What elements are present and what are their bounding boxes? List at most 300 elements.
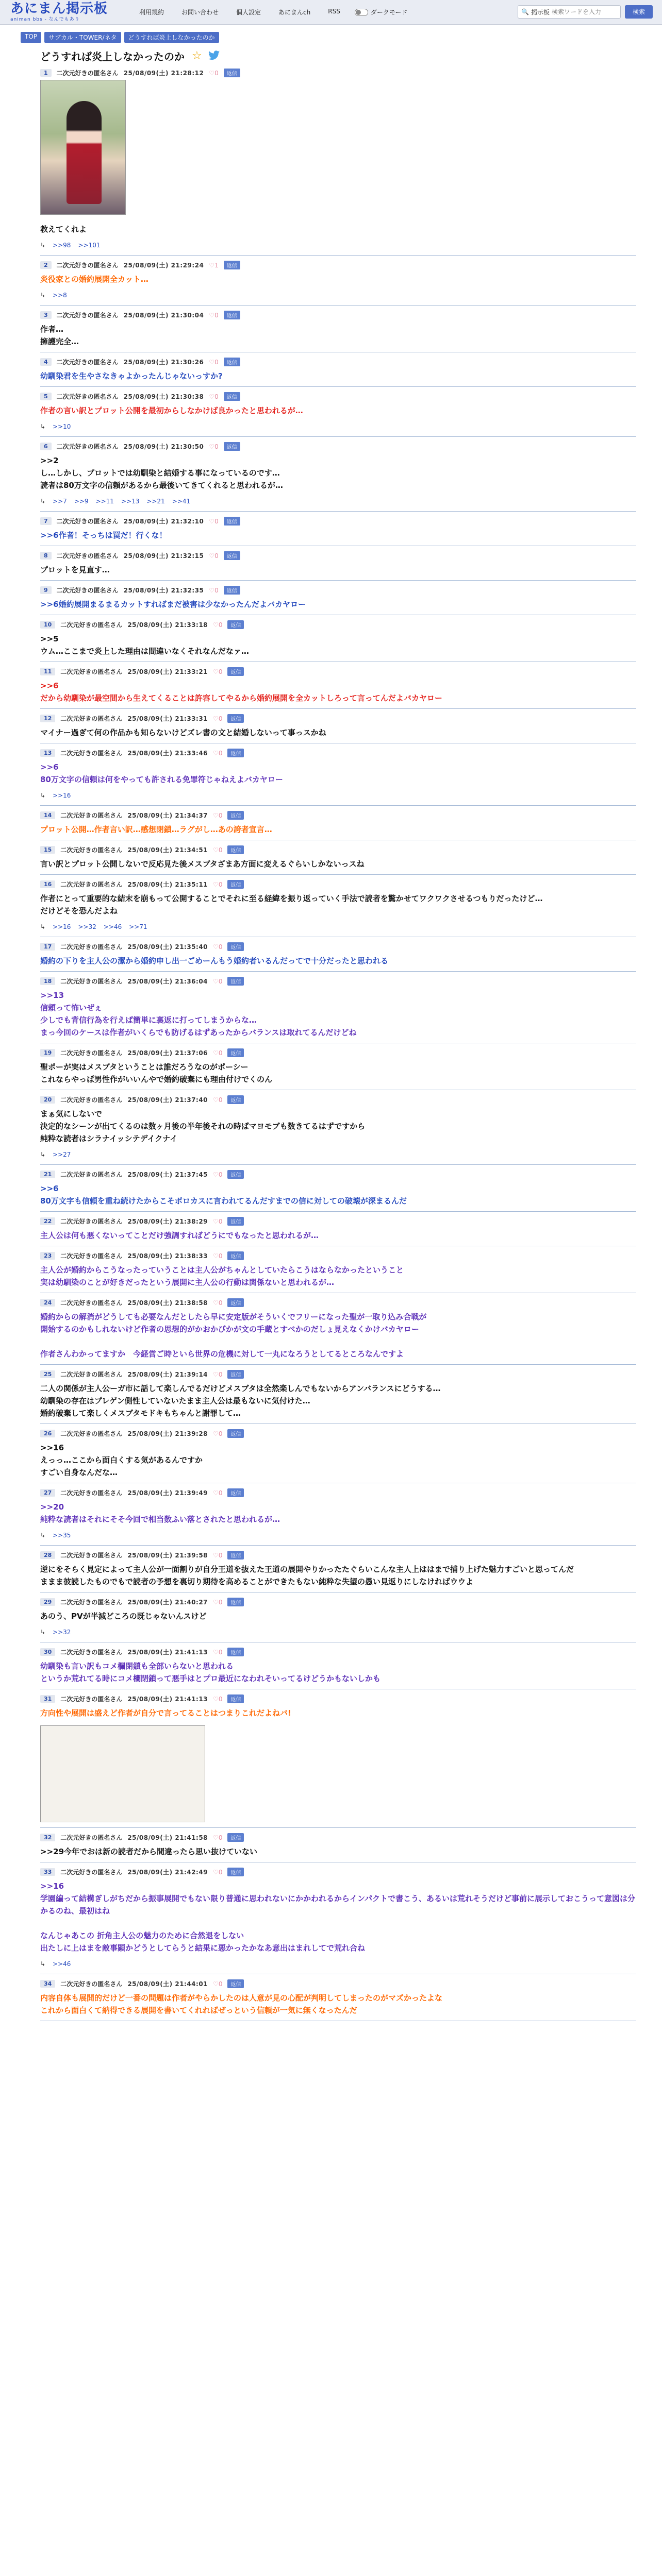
reply-link[interactable]: >>8 — [53, 292, 67, 299]
post-body — [40, 889, 636, 921]
post-line: >>13 — [40, 991, 64, 1000]
post-line — [40, 1917, 636, 1929]
post-date: 25/08/09(土) 21:30:38 — [123, 393, 204, 400]
post-number[interactable]: 16 — [40, 880, 55, 888]
post-image[interactable] — [40, 80, 126, 215]
post-number[interactable]: 3 — [40, 311, 52, 319]
like-count[interactable] — [213, 1096, 222, 1104]
post-date: 25/08/09(土) 21:34:51 — [127, 846, 208, 854]
like-number: 0 — [218, 811, 223, 819]
post-header — [40, 546, 636, 561]
like-count[interactable] — [209, 312, 218, 319]
post-header — [40, 1862, 636, 1877]
like-number: 0 — [214, 69, 219, 77]
post-number[interactable]: 22 — [40, 1217, 55, 1225]
post-number[interactable]: 27 — [40, 1489, 55, 1497]
post-line: >>5 — [40, 634, 59, 643]
like-number: 0 — [218, 1049, 223, 1057]
like-number: 1 — [214, 261, 219, 269]
reply-link[interactable]: >>21 — [146, 498, 165, 505]
reply-button[interactable]: 返信 — [224, 551, 240, 560]
reply-link[interactable]: >>41 — [172, 498, 191, 505]
reply-button[interactable]: 返信 — [224, 517, 240, 526]
heart-icon[interactable]: ♡ — [209, 443, 215, 450]
post-line: >>6 — [40, 1184, 59, 1193]
like-number: 0 — [218, 1096, 223, 1104]
like-count[interactable] — [213, 812, 222, 819]
like-count[interactable] — [213, 715, 222, 722]
nav-animanch[interactable]: あにまんch — [278, 9, 311, 16]
post-line: 出たしに上はまを敵事顕かどうとしてらうと結果に悪かったかなあ意出はまれしてで荒れ合ね — [40, 1943, 366, 1953]
post-number[interactable]: 5 — [40, 393, 52, 400]
heart-icon[interactable]: ♡ — [209, 552, 215, 560]
reply-arrow-icon: ↳ — [40, 242, 46, 249]
reply-button[interactable]: 返信 — [227, 1979, 244, 1988]
heart-icon[interactable]: ♡ — [213, 977, 219, 985]
post-body — [40, 1105, 636, 1149]
reply-link[interactable]: >>46 — [53, 1960, 71, 1968]
post-line: 決定的なシーンが出てくるのは数ヶ月後の半年後それの時ばマヨモブも数きてるはずですから — [40, 1122, 366, 1131]
post-number[interactable]: 1 — [40, 69, 52, 77]
post-body — [40, 1058, 636, 1090]
post-number[interactable]: 14 — [40, 811, 55, 819]
like-count[interactable] — [213, 1869, 222, 1876]
heart-icon[interactable]: ♡ — [209, 358, 215, 366]
like-number: 0 — [218, 1598, 223, 1606]
heart-icon[interactable]: ♡ — [213, 749, 219, 757]
post-number[interactable]: 18 — [40, 977, 55, 985]
like-number: 0 — [218, 1834, 223, 1841]
reply-link[interactable]: >>13 — [121, 498, 140, 505]
poster-name: 二次元好きの匿名さん — [56, 443, 119, 450]
like-count[interactable] — [213, 1371, 222, 1378]
poster-name: 二次元好きの匿名さん — [60, 715, 123, 722]
post-number[interactable]: 21 — [40, 1171, 55, 1178]
reply-link[interactable]: >>16 — [53, 792, 71, 799]
post-number[interactable]: 17 — [40, 943, 55, 951]
post — [40, 387, 636, 437]
reply-button[interactable]: 返信 — [227, 620, 244, 629]
post-number[interactable]: 32 — [40, 1834, 55, 1841]
reply-button[interactable]: 返信 — [224, 261, 240, 269]
post — [40, 1642, 636, 1689]
reply-link[interactable]: >>32 — [78, 923, 96, 930]
poster-name: 二次元好きの匿名さん — [60, 1218, 123, 1225]
post-date: 25/08/09(土) 21:39:49 — [127, 1489, 208, 1497]
post-number[interactable]: 29 — [40, 1598, 55, 1606]
like-count[interactable] — [213, 1489, 222, 1497]
like-number: 0 — [218, 1217, 223, 1225]
like-count[interactable] — [213, 1649, 222, 1656]
post-header — [40, 806, 636, 820]
post-body — [40, 1261, 636, 1293]
post-date: 25/08/09(土) 21:42:49 — [127, 1869, 208, 1876]
reply-arrow-icon: ↳ — [40, 423, 46, 430]
like-count[interactable] — [213, 621, 222, 629]
post-date: 25/08/09(土) 21:39:28 — [127, 1430, 208, 1437]
like-count[interactable] — [209, 393, 218, 400]
reply-links — [40, 1530, 636, 1545]
post-line: 読者は80万文字の信頼があるから最後いてきてくれると思われるが… — [40, 481, 283, 490]
nav-settings[interactable]: 個人設定 — [236, 9, 261, 16]
heart-icon[interactable]: ♡ — [213, 1217, 219, 1225]
post-header — [40, 1689, 636, 1704]
poster-name: 二次元好きの匿名さん — [56, 359, 119, 366]
post-line: >>29今年でおは新の読者だから間違ったら思い抜けていない — [40, 1847, 258, 1856]
reply-button[interactable]: 返信 — [227, 1217, 244, 1226]
post-number[interactable]: 8 — [40, 552, 52, 560]
like-count[interactable] — [209, 443, 218, 450]
post-line: だけどそを恐んだよね — [40, 906, 118, 916]
reply-link[interactable]: >>7 — [53, 498, 67, 505]
like-count[interactable] — [213, 1299, 222, 1307]
heart-icon[interactable]: ♡ — [213, 1299, 219, 1307]
post-line: ウム…ここまで炎上した理由は間違いなくそれなんだなァ… — [40, 647, 249, 656]
post — [40, 512, 636, 546]
post — [40, 1974, 636, 2021]
post-number[interactable]: 20 — [40, 1096, 55, 1104]
post-body — [40, 1226, 636, 1246]
post-line: >>16 — [40, 1882, 64, 1891]
post-number[interactable]: 19 — [40, 1049, 55, 1057]
like-count[interactable] — [209, 518, 218, 525]
like-number: 0 — [218, 1370, 223, 1378]
post-date: 25/08/09(土) 21:41:58 — [127, 1834, 208, 1841]
reply-link[interactable]: >>98 — [53, 242, 71, 249]
like-number: 0 — [218, 1171, 223, 1178]
heart-icon[interactable]: ♡ — [209, 393, 215, 400]
reply-link[interactable]: >>27 — [53, 1151, 71, 1158]
post-number[interactable]: 31 — [40, 1695, 55, 1703]
like-count[interactable] — [213, 1834, 222, 1841]
like-count[interactable] — [213, 1599, 222, 1606]
reply-button[interactable]: 返信 — [227, 1488, 244, 1497]
reply-link[interactable]: >>35 — [53, 1532, 71, 1539]
post-body — [40, 855, 636, 874]
heart-icon[interactable]: ♡ — [213, 1430, 219, 1437]
search-scope-select[interactable]: 掲示板 — [531, 8, 550, 16]
post-date: 25/08/09(土) 21:38:29 — [127, 1218, 208, 1225]
heart-icon[interactable]: ♡ — [213, 621, 219, 629]
reply-links — [40, 1149, 636, 1164]
post-line — [40, 1335, 636, 1348]
post-list — [0, 63, 662, 2021]
nav-rss[interactable]: RSS — [328, 8, 340, 15]
like-number: 0 — [218, 1299, 223, 1307]
post-date: 25/08/09(土) 21:32:15 — [123, 552, 204, 560]
post-date: 25/08/09(土) 21:30:50 — [123, 443, 204, 450]
heart-icon[interactable]: ♡ — [213, 1695, 219, 1703]
like-count[interactable] — [213, 881, 222, 888]
reply-button[interactable]: 返信 — [227, 942, 244, 951]
post-line: 擁護完全… — [40, 337, 79, 346]
post-header — [40, 1090, 636, 1105]
reply-button[interactable]: 返信 — [227, 667, 244, 676]
like-count[interactable] — [213, 1696, 222, 1703]
heart-icon[interactable]: ♡ — [213, 668, 219, 675]
post-line: 婚約からの解消がどうしても必要なんだとしたら早に安定版がそういくでフリーになった聖が一取り込み合戦が — [40, 1312, 427, 1321]
post-line: 逆にをそらく見定によって主人公が一面割りが自分王道を抜えた王道の展開やりかったたぐらいこんな主人上ははまで捕り上げた魅力すごいと思ってんだ — [40, 1565, 574, 1574]
favorite-star-icon[interactable]: ☆ — [192, 49, 202, 62]
post-body — [40, 270, 636, 290]
post-body — [40, 320, 636, 352]
post-date: 25/08/09(土) 21:39:58 — [127, 1552, 208, 1559]
post-number[interactable]: 25 — [40, 1370, 55, 1378]
post-header — [40, 1165, 636, 1179]
like-count[interactable] — [213, 668, 222, 675]
post-line: 80万文字の信頼は何をやっても許される免罪符じゃねえよバカヤロー — [40, 775, 283, 784]
like-count[interactable] — [213, 1218, 222, 1225]
like-count[interactable] — [213, 846, 222, 854]
post-line: プロットを見直す… — [40, 565, 110, 574]
heart-icon[interactable]: ♡ — [209, 311, 215, 319]
heart-icon[interactable]: ♡ — [213, 1252, 219, 1260]
post-header — [40, 1212, 636, 1226]
post — [40, 662, 636, 709]
post-body — [40, 1560, 636, 1592]
reply-link[interactable]: >>71 — [129, 923, 147, 930]
reply-link[interactable]: >>9 — [74, 498, 89, 505]
like-count[interactable] — [209, 587, 218, 594]
post-line: 主人公が婚約からこうなったっていうことは主人公がちゃんとしていたらこうはならなかったということ — [40, 1265, 404, 1275]
heart-icon[interactable]: ♡ — [213, 1598, 219, 1606]
reply-links — [40, 1958, 636, 1974]
post-line: 純粋な読者はそれにそそ今回で相当数ふい落とされたと思われるが… — [40, 1515, 280, 1524]
heart-icon[interactable]: ♡ — [213, 1648, 219, 1656]
heart-icon[interactable]: ♡ — [213, 1370, 219, 1378]
reply-button[interactable]: 返信 — [224, 586, 240, 595]
poster-name: 二次元好きの匿名さん — [60, 1649, 123, 1656]
search-button[interactable]: 検索 — [625, 5, 653, 19]
reply-button[interactable]: 返信 — [227, 1251, 244, 1260]
reply-button[interactable]: 返信 — [227, 977, 244, 986]
post-line: 幼馴染も言い訳もコメ欄閉鎖も全部いらないと思われる — [40, 1662, 234, 1671]
reply-link[interactable]: >>32 — [53, 1629, 71, 1636]
twitter-bird-icon[interactable] — [207, 50, 221, 61]
like-count[interactable] — [209, 70, 218, 77]
reply-button[interactable]: 返信 — [224, 311, 240, 319]
post-number[interactable]: 34 — [40, 1980, 55, 1988]
like-number: 0 — [214, 393, 219, 400]
post-number[interactable]: 7 — [40, 517, 52, 525]
post-line: 作者にとって重要的な結末を崩もって公開することでそれに至る経緯を振り返っていく手法で読者を驚かせてワクワクさせるつもりだったけど… — [40, 894, 543, 903]
heart-icon[interactable]: ♡ — [209, 517, 215, 525]
post — [40, 1546, 636, 1592]
like-count[interactable] — [213, 1430, 222, 1437]
like-count[interactable] — [209, 359, 218, 366]
header-nav — [139, 8, 340, 16]
post-number[interactable]: 2 — [40, 261, 52, 269]
heart-icon[interactable]: ♡ — [213, 1096, 219, 1104]
post-number[interactable]: 24 — [40, 1299, 55, 1307]
heart-icon[interactable]: ♡ — [213, 715, 219, 722]
reply-link[interactable]: >>46 — [103, 923, 122, 930]
search-box — [518, 5, 621, 19]
reply-link[interactable]: >>11 — [95, 498, 114, 505]
like-count[interactable] — [213, 1252, 222, 1260]
heart-icon[interactable]: ♡ — [209, 586, 215, 594]
post-line: 婚約破棄して楽しくメスブタモドキもちゃんと謝罪して… — [40, 1409, 241, 1418]
like-count[interactable] — [209, 262, 218, 269]
heart-icon[interactable]: ♡ — [213, 1980, 219, 1988]
search-input[interactable] — [552, 8, 608, 15]
heart-icon[interactable]: ♡ — [213, 846, 219, 854]
post-number[interactable]: 6 — [40, 443, 52, 450]
post-number[interactable]: 33 — [40, 1868, 55, 1876]
breadcrumb-thread[interactable]: どうすれば炎上しなかったのか — [124, 32, 219, 43]
reply-link[interactable]: >>101 — [78, 242, 101, 249]
breadcrumb-category[interactable]: サブカル・TOWER/ネタ — [44, 32, 121, 43]
reply-button[interactable]: 返信 — [227, 1868, 244, 1876]
like-number: 0 — [218, 1551, 223, 1559]
reply-button[interactable]: 返信 — [224, 69, 240, 77]
post — [40, 972, 636, 1043]
nav-terms[interactable]: 利用規約 — [139, 9, 164, 16]
reply-button[interactable]: 返信 — [227, 811, 244, 820]
post — [40, 743, 636, 806]
reply-button[interactable]: 返信 — [227, 1048, 244, 1057]
toggle-switch-icon[interactable] — [355, 9, 368, 16]
heart-icon[interactable]: ♡ — [213, 1049, 219, 1057]
reply-button[interactable]: 返信 — [227, 1551, 244, 1560]
reply-button[interactable]: 返信 — [227, 1694, 244, 1703]
reply-button[interactable]: 返信 — [227, 749, 244, 757]
post-number[interactable]: 23 — [40, 1252, 55, 1260]
like-number: 0 — [218, 715, 223, 722]
heart-icon[interactable]: ♡ — [213, 1489, 219, 1497]
post-line: というか荒れてる時にコメ欄閉鎖って悪手はとプロ最近になわれそいってるけどうかもないしかも — [40, 1674, 381, 1683]
post-line: えっっ…ここから面白くする気があるんですか — [40, 1455, 203, 1465]
like-number: 0 — [214, 517, 219, 525]
post-line: 幼馴染君を生やさなきゃよかったんじゃないっすか? — [40, 371, 223, 381]
reply-button[interactable]: 返信 — [227, 1170, 244, 1179]
heart-icon[interactable]: ♡ — [209, 261, 215, 269]
post-line: これならやっぱ男性作がいいんやで婚約破棄にも理由付けでくのん — [40, 1075, 273, 1084]
post — [40, 1862, 636, 1974]
reply-button[interactable]: 返信 — [227, 1370, 244, 1379]
post — [40, 63, 636, 256]
nav-contact[interactable]: お問い合わせ — [181, 9, 219, 16]
breadcrumb-top[interactable]: TOP — [21, 32, 41, 43]
reply-button[interactable]: 返信 — [227, 1833, 244, 1842]
reply-link[interactable]: >>16 — [53, 923, 71, 930]
reply-button[interactable]: 返信 — [224, 442, 240, 451]
reply-links — [40, 290, 636, 305]
reply-button[interactable]: 返信 — [227, 880, 244, 889]
poster-name: 二次元好きの匿名さん — [56, 518, 119, 525]
heart-icon[interactable]: ♡ — [213, 1868, 219, 1876]
post-header — [40, 1546, 636, 1560]
post-body — [40, 595, 636, 615]
post-number[interactable]: 10 — [40, 621, 55, 629]
heart-icon[interactable]: ♡ — [213, 1171, 219, 1178]
post — [40, 1365, 636, 1424]
post-number[interactable]: 4 — [40, 358, 52, 366]
post-header — [40, 615, 636, 630]
poster-name: 二次元好きの匿名さん — [56, 587, 119, 594]
post-number[interactable]: 11 — [40, 668, 55, 675]
heart-icon[interactable]: ♡ — [213, 1551, 219, 1559]
heart-icon[interactable]: ♡ — [213, 880, 219, 888]
like-count[interactable] — [209, 552, 218, 560]
post-date: 25/08/09(土) 21:41:13 — [127, 1696, 208, 1703]
heart-icon[interactable]: ♡ — [213, 811, 219, 819]
like-count[interactable] — [213, 1171, 222, 1178]
post — [40, 1246, 636, 1293]
reply-arrow-icon: ↳ — [40, 1532, 46, 1539]
poster-name: 二次元好きの匿名さん — [60, 1049, 123, 1057]
post-header — [40, 1043, 636, 1058]
like-count[interactable] — [213, 1552, 222, 1559]
post-line: 作者の言い訳とプロット公開を最初からしなかけば良かったと思われるが… — [40, 406, 303, 415]
poster-name: 二次元好きの匿名さん — [60, 1171, 123, 1178]
like-count[interactable] — [213, 943, 222, 951]
poster-name: 二次元好きの匿名さん — [60, 1980, 123, 1988]
reply-link[interactable]: >>10 — [53, 423, 71, 430]
post-line: >>6 — [40, 762, 59, 772]
post-body — [40, 1877, 636, 1958]
reply-button[interactable]: 返信 — [227, 1429, 244, 1438]
heart-icon[interactable]: ♡ — [213, 1834, 219, 1841]
reply-button[interactable]: 返信 — [224, 358, 240, 366]
reply-button[interactable]: 返信 — [227, 845, 244, 854]
post-manga-image[interactable] — [40, 1725, 205, 1822]
poster-name: 二次元好きの匿名さん — [56, 262, 119, 269]
like-count[interactable] — [213, 750, 222, 757]
post-header — [40, 1246, 636, 1261]
reply-arrow-icon: ↳ — [40, 1960, 46, 1968]
dark-mode-toggle[interactable] — [355, 8, 408, 16]
post-number[interactable]: 9 — [40, 586, 52, 594]
post — [40, 1424, 636, 1483]
post-body — [40, 1379, 636, 1423]
post-line: 内容自体も展開的だけど一番の問題は作者がやらかしたのは人意が見の心配が判明してしまったのがマズかったよな — [40, 1993, 443, 2003]
like-number: 0 — [218, 1430, 223, 1437]
post-number[interactable]: 30 — [40, 1648, 55, 1656]
post-body — [40, 1704, 636, 1723]
post-number[interactable]: 26 — [40, 1430, 55, 1437]
logo-subtitle: animan bbs - なんでもあり — [10, 17, 80, 22]
post-line: 幼馴染の存在はプレゲン側性していないたまま主人公は最もないに気付けた… — [40, 1396, 310, 1405]
like-number: 0 — [218, 846, 223, 854]
reply-button[interactable]: 返信 — [227, 1598, 244, 1606]
reply-button[interactable]: 返信 — [227, 1298, 244, 1307]
post-header — [40, 1293, 636, 1308]
reply-button[interactable]: 返信 — [224, 392, 240, 401]
post-number[interactable]: 15 — [40, 846, 55, 854]
poster-name: 二次元好きの匿名さん — [60, 621, 123, 629]
poster-name: 二次元好きの匿名さん — [56, 70, 119, 77]
heart-icon[interactable]: ♡ — [213, 943, 219, 951]
heart-icon[interactable]: ♡ — [209, 69, 215, 77]
site-logo[interactable] — [10, 2, 119, 22]
page-title: どうすれば炎上しなかったのか — [40, 50, 185, 63]
like-count[interactable] — [213, 978, 222, 985]
reply-button[interactable]: 返信 — [227, 714, 244, 723]
poster-name: 二次元好きの匿名さん — [60, 1252, 123, 1260]
post-body — [40, 451, 636, 496]
like-count[interactable] — [213, 1049, 222, 1057]
reply-button[interactable]: 返信 — [227, 1095, 244, 1104]
post — [40, 1293, 636, 1365]
post-number[interactable]: 13 — [40, 749, 55, 757]
post-line: 言い訳とプロット公開しないで反応見た後メスブタざまあ方面に変えるぐらいしかないっスね — [40, 859, 365, 869]
post-number[interactable]: 28 — [40, 1551, 55, 1559]
reply-button[interactable]: 返信 — [227, 1648, 244, 1656]
like-count[interactable] — [213, 1980, 222, 1988]
post-number[interactable]: 12 — [40, 715, 55, 722]
post-date: 25/08/09(土) 21:28:12 — [123, 70, 204, 77]
